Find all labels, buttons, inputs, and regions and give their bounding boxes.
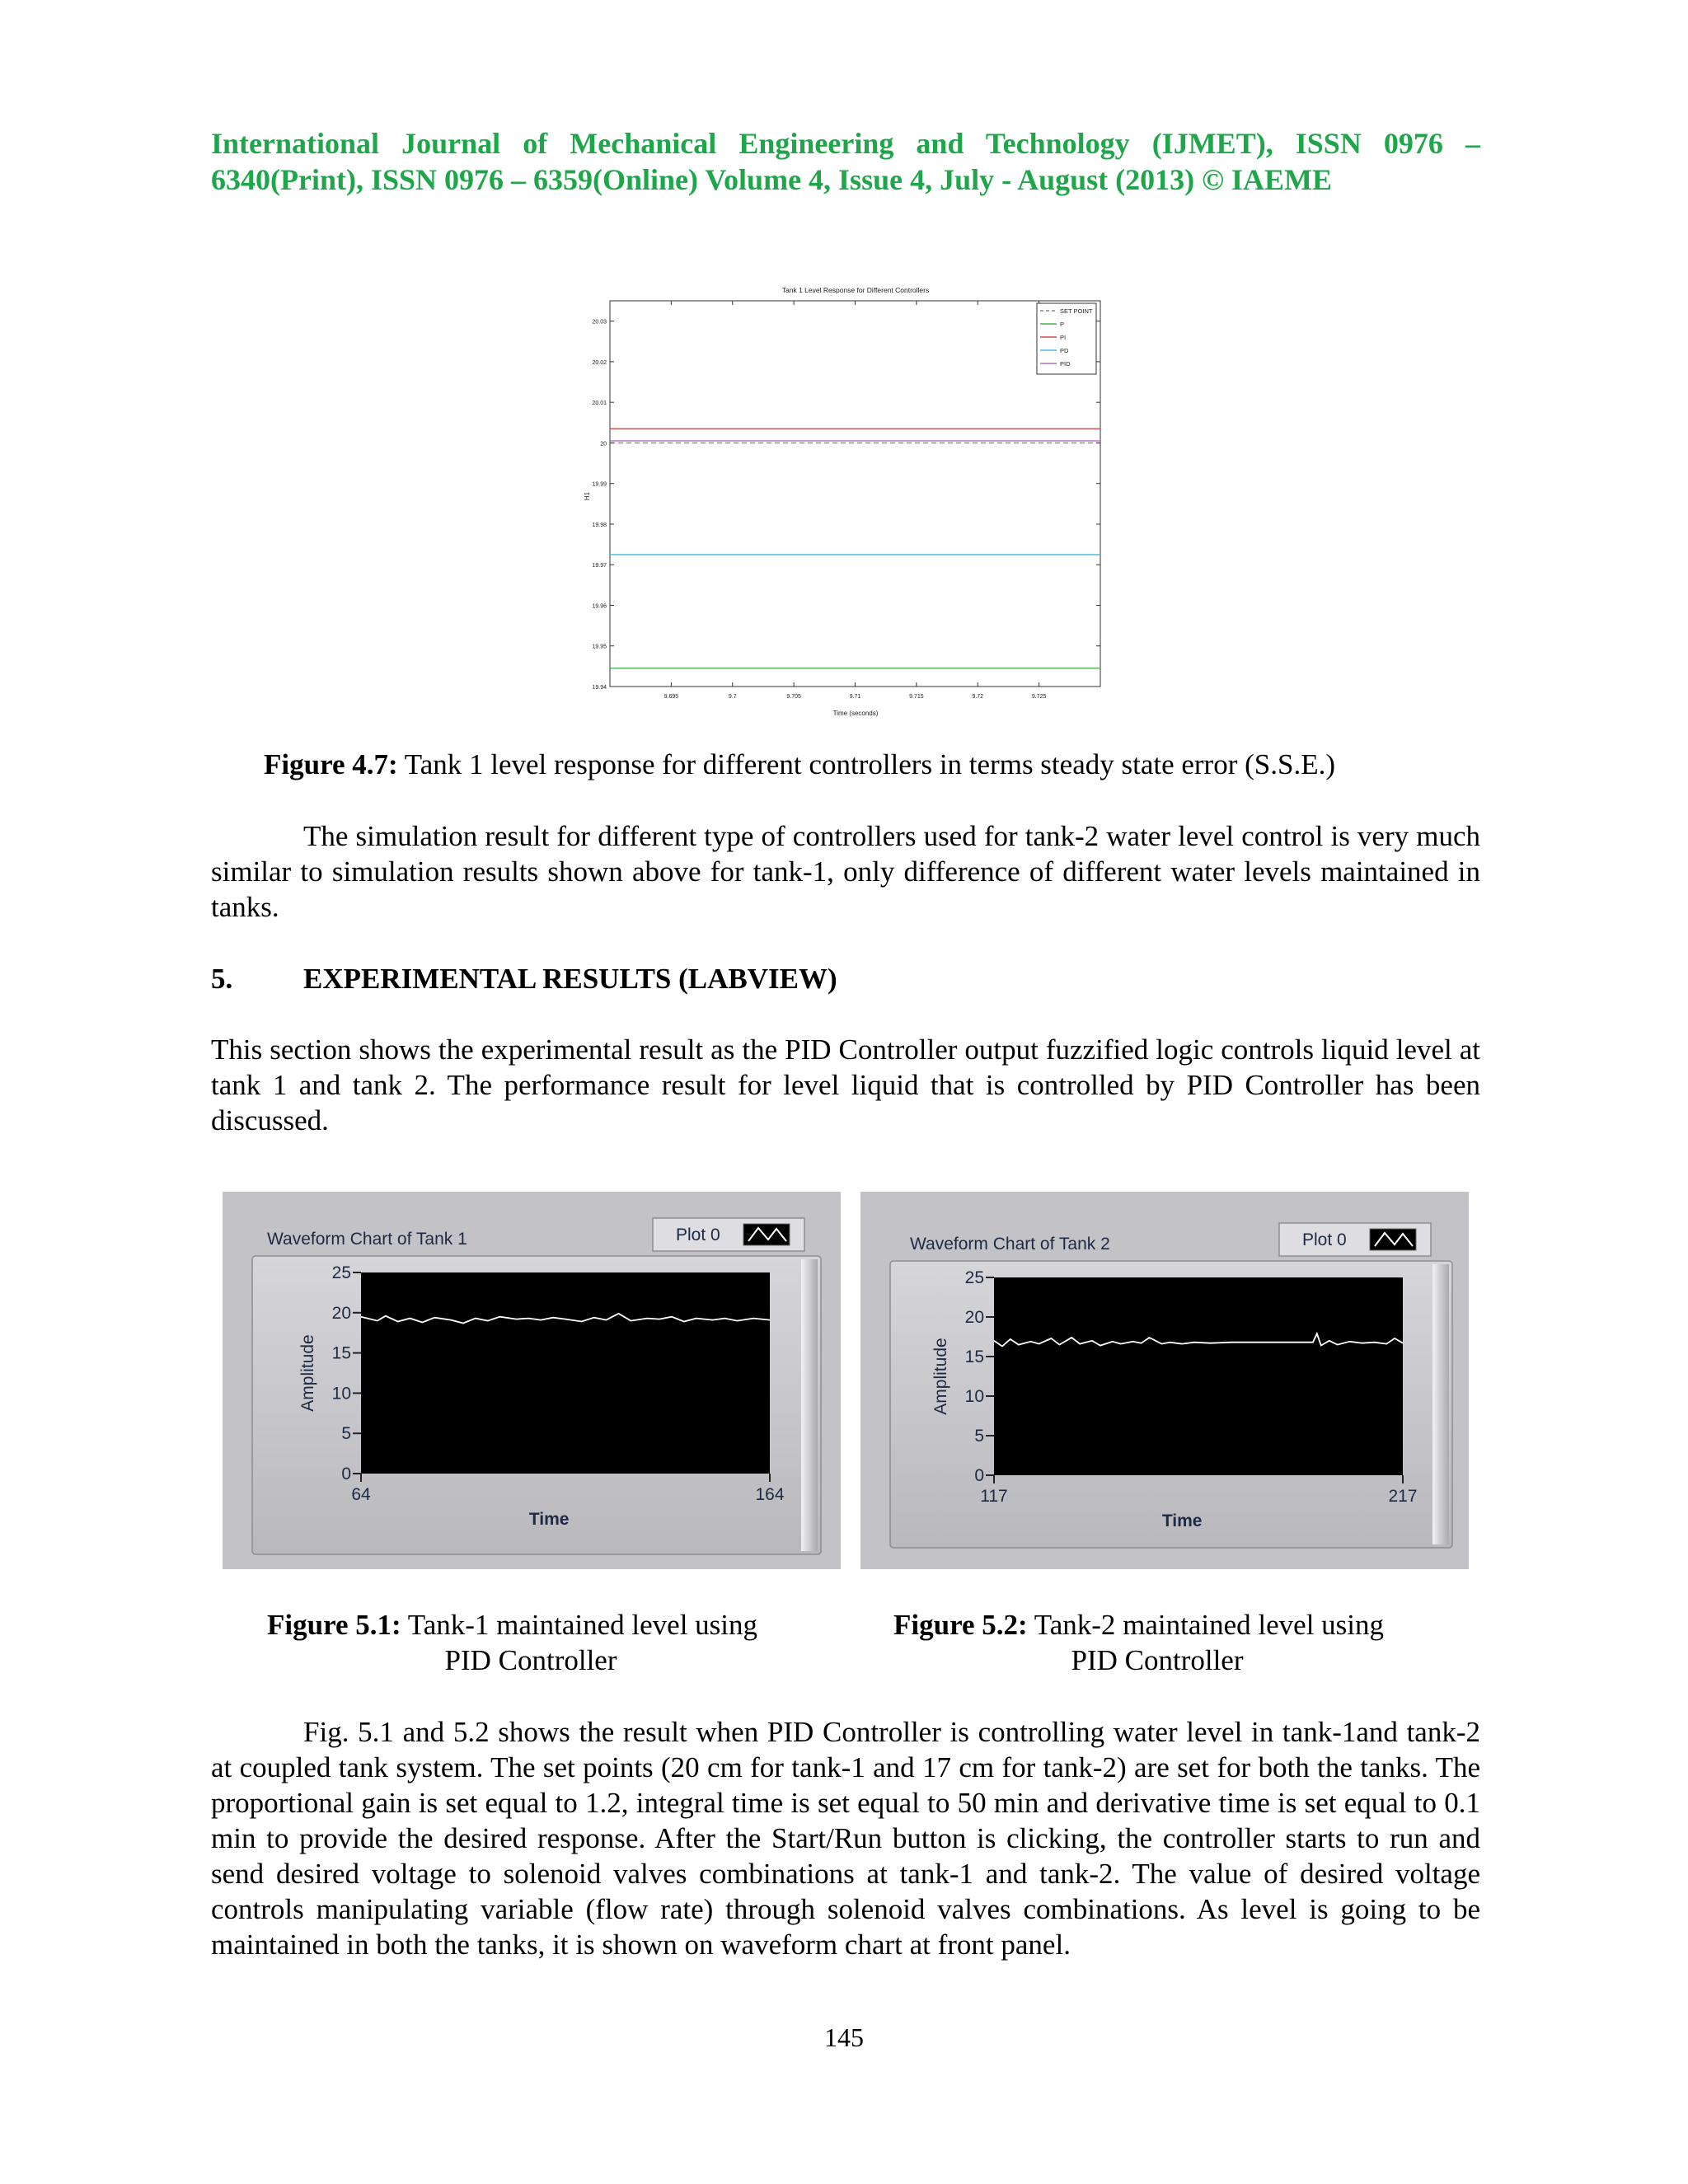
x-tick-label: 9.715 (909, 694, 924, 700)
figure-5-1-caption (267, 1607, 828, 1678)
caption-line2: PID Controller (444, 1644, 617, 1676)
tank1-controller-response-chart (569, 280, 1109, 725)
figure-4-7 (569, 280, 1109, 725)
y-tick-label: 20.02 (592, 359, 607, 366)
legend-label: P (1060, 321, 1065, 328)
x-tick-label: 9.71 (849, 694, 861, 700)
x-tick-label: 117 (980, 1487, 1008, 1506)
x-tick-label: 9.695 (663, 694, 679, 700)
chart-title: Waveform Chart of Tank 2 (910, 1235, 1110, 1254)
y-axis-label: Amplitude (931, 1338, 950, 1415)
y-tick-label: 15 (331, 1343, 351, 1363)
chart-legend (1037, 303, 1096, 374)
y-tick-label: 0 (341, 1465, 351, 1483)
caption-label: Figure 5.2: (893, 1609, 1028, 1641)
waveform-panel-tank2 (860, 1192, 1469, 1569)
y-axis-label: H1 (584, 491, 591, 501)
waveform-chart-tank1 (223, 1192, 841, 1569)
plot-area (994, 1277, 1403, 1475)
caption-text: Tank-2 maintained level using (1027, 1609, 1385, 1641)
bezel-edge (1432, 1264, 1449, 1544)
chart-title: Tank 1 Level Response for Different Controllers (781, 286, 930, 294)
paragraph-experimental-intro: This section shows the experimental result as the PID Controller output fuzzified logic controls liquid level at tank 1 and tank 2. The performance result for level liquid that is controlled by PID Controller has been discussed. (211, 1033, 1480, 1137)
bezel-edge (801, 1259, 818, 1551)
plot-legend-label: Plot 0 (1302, 1230, 1347, 1249)
caption-line2: PID Controller (1071, 1644, 1244, 1676)
y-tick-label: 19.97 (592, 563, 607, 569)
section-heading-5 (211, 961, 837, 996)
section-number: 5. (211, 963, 233, 995)
caption-text: Tank-1 maintained level using (401, 1609, 758, 1641)
legend-label: SET POINT (1060, 307, 1093, 315)
plot-legend-swatch (1370, 1229, 1416, 1250)
y-tick-label: 19.98 (592, 522, 607, 528)
caption-label: Figure 5.1: (267, 1609, 401, 1641)
legend-label: PID (1060, 360, 1071, 368)
figure-4-7-caption (264, 747, 1335, 782)
y-tick-label: 20 (331, 1303, 351, 1323)
figure-5-2-caption (893, 1607, 1454, 1678)
y-tick-label: 5 (341, 1424, 351, 1444)
plot-legend-label: Plot 0 (676, 1226, 720, 1244)
journal-header: International Journal of Mechanical Engineering and Technology (IJMET), ISSN 0976 – 6340(Print), ISSN 0976 – 6359(Online) Volume 4, Issue 4, July - August (2013) © IAEME (211, 127, 1480, 196)
x-tick-label: 9.72 (972, 694, 984, 700)
waveform-panel-tank1 (223, 1192, 841, 1569)
y-tick-label: 20.03 (592, 319, 607, 326)
y-tick-label: 20 (600, 441, 607, 448)
y-tick-label: 19.94 (592, 685, 607, 691)
x-tick-label: 217 (1388, 1487, 1418, 1506)
y-tick-label: 19.95 (592, 644, 607, 650)
section-title: EXPERIMENTAL RESULTS (LABVIEW) (303, 963, 837, 995)
legend-label: PI (1060, 334, 1067, 341)
caption-text: Tank 1 level response for different controllers in terms steady state error (S.S.E.) (397, 748, 1335, 780)
paragraph-pid-results: Fig. 5.1 and 5.2 shows the result when PID Controller is controlling water level in tank-1and tank-2 at coupled tank system. The set points (20 cm for tank-1 and 17 cm for tank-2) are set for both the tanks. The proportional gain is set equal to 1.2, integral time is set equal to 50 min and derivative time is set equal to 0.1 min to provide the desired response. After the Start/Run button is clicking, the controller starts to run and send desired voltage to solenoid valves combinations at tank-1 and tank-2. The value of desired voltage controls manipulating variable (flow rate) through solenoid valves combinations. As level is going to be maintained in both the tanks, it is shown on waveform chart at front panel. (211, 1716, 1480, 1961)
x-axis-label: Time (1161, 1511, 1203, 1530)
y-tick-label: 19.96 (592, 603, 607, 610)
y-tick-label: 19.99 (592, 481, 607, 488)
paragraph-simulation: The simulation result for different type of controllers used for tank-2 water level control is very much similar to simulation results shown above for tank-1, only difference of different water levels maintained in tanks. (211, 820, 1480, 923)
x-axis-label: Time (528, 1510, 570, 1529)
x-tick-label: 9.705 (786, 694, 801, 700)
plot-area (361, 1272, 770, 1474)
page-number: 145 (824, 2022, 864, 2052)
y-tick-label: 20 (964, 1308, 984, 1327)
x-tick-label: 9.725 (1031, 694, 1047, 700)
caption-label: Figure 4.7: (264, 748, 398, 780)
y-axis-label: Amplitude (298, 1334, 317, 1412)
y-tick-label: 10 (964, 1387, 984, 1406)
y-tick-label: 10 (331, 1384, 351, 1404)
x-tick-label: 64 (351, 1485, 371, 1504)
y-tick-label: 15 (964, 1347, 984, 1366)
x-tick-label: 164 (755, 1485, 785, 1504)
y-tick-label: 25 (964, 1268, 984, 1287)
x-tick-label: 9.7 (728, 694, 737, 700)
plot-legend-swatch (743, 1224, 790, 1245)
y-tick-label: 5 (974, 1427, 984, 1446)
x-axis-label: Time (seconds) (832, 710, 879, 717)
y-tick-label: 20.01 (592, 401, 607, 407)
y-tick-label: 0 (974, 1466, 984, 1485)
chart-title: Waveform Chart of Tank 1 (267, 1230, 467, 1249)
y-tick-label: 25 (331, 1263, 351, 1282)
waveform-chart-tank2 (860, 1192, 1469, 1569)
legend-label: PD (1060, 347, 1069, 354)
